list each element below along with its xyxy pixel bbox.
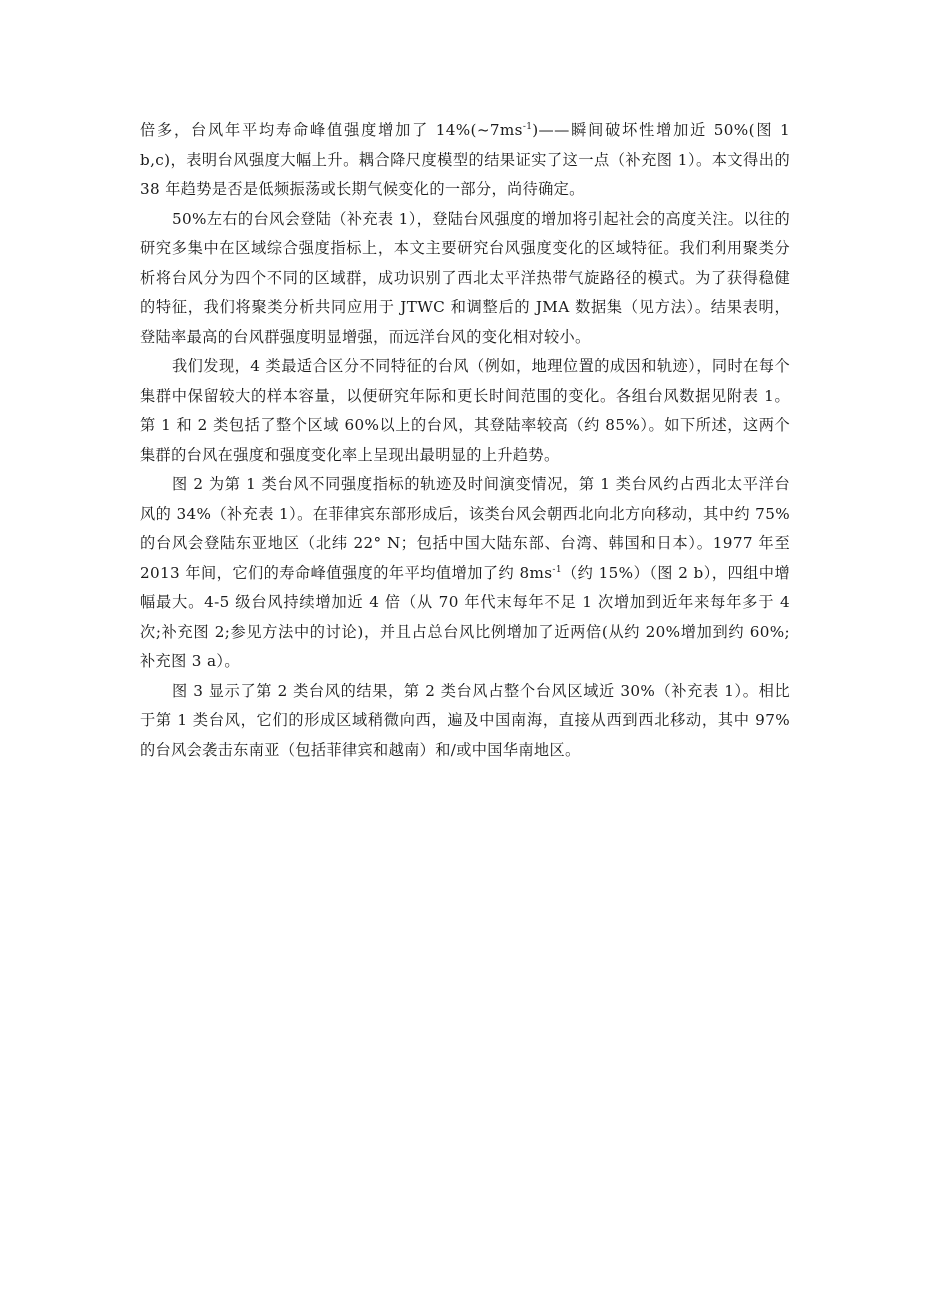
paragraph-2-text: 50%左右的台风会登陆（补充表 1），登陆台风强度的增加将引起社会的高度关注。以往的研究多集中在区域综合强度指标上，本文主要研究台风强度变化的区域特征。我们利用聚类分析将台风分为四个不同的区域群，成功识别了西北太平洋热带气旋路径的模式。为了获得稳健的特征，我们将聚类分析共同应用于 JTWC 和调整后的 JMA 数据集（见方法）。结果表明，登陆率最高的台风群强度明显增强，而远洋台风的变化相对较小。 bbox=[140, 209, 790, 346]
document-body bbox=[140, 116, 790, 765]
paragraph-1-text-a: 倍多，台风年平均寿命峰值强度增加了 14%(~7ms bbox=[140, 121, 523, 139]
paragraph-4-text-b: （约 15%）（图 2 b），四组中增幅最大。4-5 级台风持续增加近 4 倍（从 70 年代末每年不足 1 次增加到近年来每年多于 4 次;补充图 2;参见方法中的讨论)，并且占总台风比例增加了近两倍(从约 20%增加到约 60%;补充图 3 a）。 bbox=[140, 563, 790, 670]
paragraph-5-text: 图 3 显示了第 2 类台风的结果，第 2 类台风占整个台风区域近 30%（补充表 1）。相比于第 1 类台风，它们的形成区域稍微向西，遍及中国南海，直接从西到西北移动，其中 97%的台风会袭击东南亚（包括菲律宾和越南）和/或中国华南地区。 bbox=[140, 681, 790, 759]
unit-superscript: -1 bbox=[522, 121, 533, 132]
paragraph-4-text-a: 图 2 为第 1 类台风不同强度指标的轨迹及时间演变情况，第 1 类台风约占西北太平洋台风的 34%（补充表 1）。在菲律宾东部形成后，该类台风会朝西北向北方向移动，其中约 75%的台风会登陆东亚地区（北纬 22° N；包括中国大陆东部、台湾、韩国和日本）。1977 年至 2013 年间，它们的寿命峰值强度的年平均值增加了约 8ms bbox=[140, 475, 790, 582]
paragraph-1 bbox=[140, 116, 790, 205]
unit-superscript: -1 bbox=[552, 564, 562, 575]
paragraph-1-text-b: )——瞬间破坏性增加近 50%(图 1 b,c)，表明台风强度大幅上升。耦合降尺度模型的结果证实了这一点（补充图 1）。本文得出的 38 年趋势是否是低频振荡或长期气候变化的一部分，尚待确定。 bbox=[140, 121, 790, 198]
paragraph-3 bbox=[140, 352, 790, 470]
paragraph-3-text: 我们发现，4 类最适合区分不同特征的台风（例如，地理位置的成因和轨迹），同时在每个集群中保留较大的样本容量，以便研究年际和更长时间范围的变化。各组台风数据见附表 1。第 1 和 2 类包括了整个区域 60%以上的台风，其登陆率较高（约 85%）。如下所述，这两个集群的台风在强度和强度变化率上呈现出最明显的上升趋势。 bbox=[140, 357, 790, 464]
paragraph-4 bbox=[140, 470, 790, 677]
paragraph-5 bbox=[140, 677, 790, 766]
paragraph-2 bbox=[140, 205, 790, 353]
